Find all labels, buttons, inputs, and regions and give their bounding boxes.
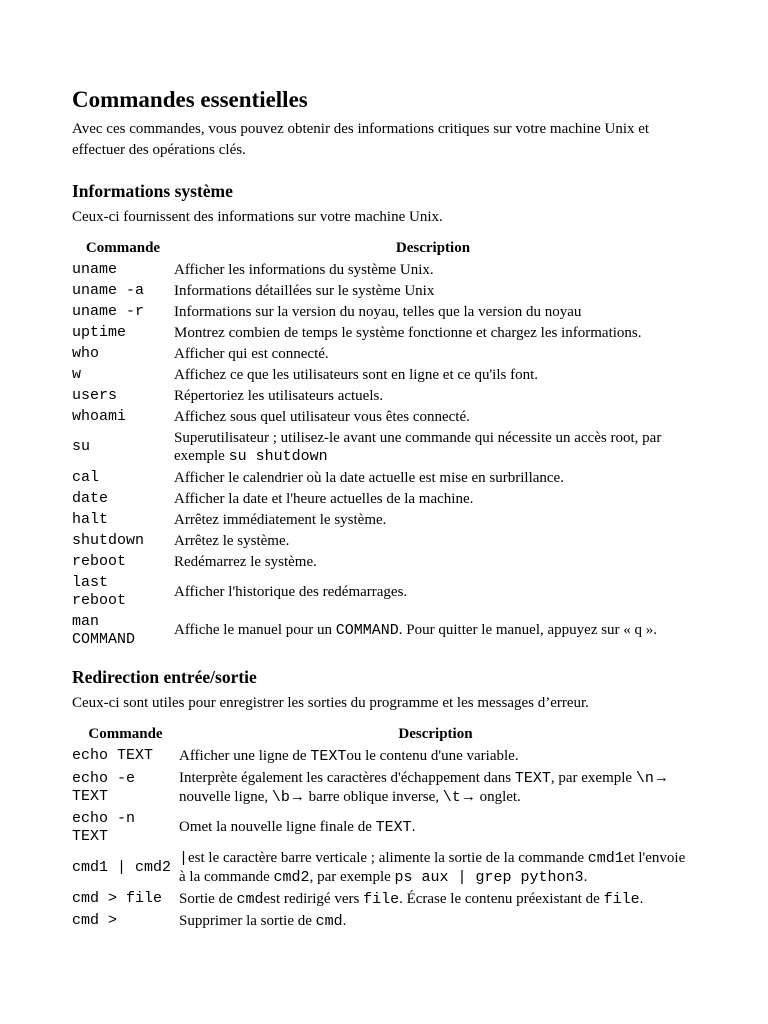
description-cell: Informations détaillées sur le système Unix <box>174 282 435 299</box>
table-row <box>72 467 692 488</box>
description-cell: Arrêtez le système. <box>174 532 290 549</box>
command-line: COMMAND <box>72 630 136 648</box>
description-cell: Arrêtez immédiatement le système. <box>174 511 387 528</box>
inline-code: cmd <box>236 890 264 908</box>
command-cell <box>72 572 174 611</box>
command-cell: cmd > file <box>72 890 163 907</box>
command-line: echo -e <box>72 769 136 787</box>
description-text: . <box>639 890 644 907</box>
description-text: ou le contenu d'une variable. <box>346 747 519 764</box>
command-cell <box>72 611 174 650</box>
table-row <box>72 406 692 427</box>
inline-code: TEXT <box>310 747 347 765</box>
description-text: . <box>342 912 347 929</box>
table-row <box>72 364 692 385</box>
page-title: Commandes essentielles <box>72 87 308 112</box>
command-line: TEXT <box>72 827 109 845</box>
table-row <box>72 745 692 767</box>
description-text: . Pour quitter le manuel, appuyez sur « q ». <box>398 622 658 638</box>
command-cell: date <box>72 489 109 507</box>
description-text: Supprimer la sortie de <box>179 912 316 929</box>
column-header-description: Description <box>395 240 471 256</box>
description-cell: Informations sur la version du noyau, telles que la version du noyau <box>174 303 582 320</box>
inline-code: su shutdown <box>228 447 328 465</box>
description-text: → nouvelle ligne, <box>179 769 669 805</box>
command-cell: shutdown <box>72 531 145 549</box>
table-row <box>72 551 692 572</box>
section-heading-io-redirection: Redirection entrée/sortie <box>72 667 257 687</box>
command-cell: reboot <box>72 552 127 570</box>
description-text: . Écrase le contenu préexistant de <box>399 890 604 907</box>
section-text-system-info: Ceux-ci fournissent des informations sur votre machine Unix. <box>72 209 443 225</box>
description-text: Afficher une ligne de <box>179 747 311 764</box>
command-cell: whoami <box>72 407 127 425</box>
section-heading-system-info: Informations système <box>72 181 233 201</box>
inline-code: \b <box>271 788 290 806</box>
description-cell <box>179 767 692 808</box>
description-cell: Afficher le calendrier où la date actuelle est mise en surbrillance. <box>174 469 564 486</box>
command-cell: cmd > <box>72 912 118 929</box>
command-cell: uname <box>72 260 118 278</box>
table-header-row <box>72 723 692 745</box>
description-cell <box>179 910 692 932</box>
inline-code: file <box>363 890 400 908</box>
description-cell: Répertoriez les utilisateurs actuels. <box>174 387 384 404</box>
description-cell <box>174 427 692 467</box>
table-row <box>72 301 692 322</box>
command-line: man <box>72 612 100 630</box>
description-cell: Afficher qui est connecté. <box>174 345 329 362</box>
command-cell: halt <box>72 510 109 528</box>
column-header-description: Description <box>398 726 473 742</box>
description-text: Superutilisateur ; utilisez-le avant une commande qui nécessite un accès root, par exemple <box>174 429 662 464</box>
table-row <box>72 572 692 611</box>
table-row <box>72 427 692 467</box>
description-cell <box>179 847 692 888</box>
description-text: , par exemple <box>550 769 636 786</box>
description-cell: Affichez ce que les utilisateurs sont en ligne et ce qu'ils font. <box>174 366 538 383</box>
command-cell: w <box>72 365 82 383</box>
description-text: , par exemple <box>309 868 395 885</box>
table-header-row <box>72 237 692 259</box>
description-text: → onglet. <box>460 788 521 805</box>
intro-text: Avec ces commandes, vous pouvez obtenir des informations critiques sur votre machine Unix et effectuer des opérations clés. <box>72 121 650 158</box>
description-cell <box>179 808 692 847</box>
description-text: est redirigé vers <box>263 890 364 907</box>
table-row <box>72 343 692 364</box>
inline-code: \t <box>442 788 461 806</box>
description-text: . <box>411 819 416 835</box>
table-row <box>72 385 692 406</box>
inline-code: COMMAND <box>335 622 399 639</box>
command-cell: who <box>72 344 100 362</box>
command-cell: su <box>72 438 91 455</box>
command-line: last <box>72 573 109 591</box>
command-cell <box>72 808 179 847</box>
system-info-table <box>72 237 692 650</box>
table-row <box>72 847 692 888</box>
description-text: → barre oblique inverse, <box>289 788 443 805</box>
description-text: Interprète également les caractères d'échappement dans <box>179 769 515 786</box>
description-text: est le caractère barre verticale ; alimente la sortie de la commande <box>188 849 588 866</box>
table-row <box>72 509 692 530</box>
inline-code: cmd2 <box>273 868 310 886</box>
description-cell: Afficher les informations du système Unix. <box>174 261 434 278</box>
command-cell: uptime <box>72 323 127 341</box>
inline-code: ps aux | grep python3 <box>394 868 584 886</box>
description-text: . <box>583 868 588 885</box>
description-cell: Afficher la date et l'heure actuelles de la machine. <box>174 490 474 507</box>
inline-code: file <box>603 890 640 908</box>
description-text: Omet la nouvelle ligne finale de <box>179 819 376 835</box>
command-cell: uname -r <box>72 302 145 320</box>
command-cell: cmd1 | cmd2 <box>72 858 172 876</box>
description-cell: Affichez sous quel utilisateur vous êtes connecté. <box>174 408 470 425</box>
command-line: reboot <box>72 591 127 609</box>
table-row <box>72 322 692 343</box>
table-row <box>72 888 692 910</box>
command-cell: uname -a <box>72 281 145 299</box>
column-header-command: Commande <box>88 726 163 742</box>
inline-code: TEXT <box>375 819 412 836</box>
inline-code: | <box>179 849 189 867</box>
description-cell: Afficher l'historique des redémarrages. <box>174 583 408 600</box>
description-cell: Montrez combien de temps le système fonctionne et chargez les informations. <box>174 324 642 341</box>
description-cell <box>174 611 692 650</box>
io-redirection-table <box>72 723 692 932</box>
table-row <box>72 611 692 650</box>
description-text: Sortie de <box>179 890 237 907</box>
command-cell: cal <box>72 468 100 486</box>
column-header-command: Commande <box>85 240 161 256</box>
command-line: echo -n <box>72 809 136 827</box>
table-row <box>72 259 692 280</box>
command-line: TEXT <box>72 787 109 805</box>
description-cell <box>179 888 692 910</box>
inline-code: \n <box>635 769 654 787</box>
table-row <box>72 530 692 551</box>
section-text-io-redirection: Ceux-ci sont utiles pour enregistrer les sorties du programme et les messages d’erreur. <box>72 695 589 711</box>
description-cell <box>179 745 692 767</box>
description-text: Affiche le manuel pour un <box>174 622 336 638</box>
command-cell: users <box>72 386 118 404</box>
table-row <box>72 280 692 301</box>
table-row <box>72 808 692 847</box>
inline-code: cmd1 <box>587 849 624 867</box>
table-row <box>72 910 692 932</box>
table-row <box>72 488 692 509</box>
command-cell: echo TEXT <box>72 747 154 764</box>
description-text: et l'envoie à la commande <box>179 849 686 885</box>
description-cell: Redémarrez le système. <box>174 553 317 570</box>
table-row <box>72 767 692 808</box>
inline-code: cmd <box>315 912 343 930</box>
command-cell <box>72 767 179 808</box>
inline-code: TEXT <box>514 769 551 787</box>
